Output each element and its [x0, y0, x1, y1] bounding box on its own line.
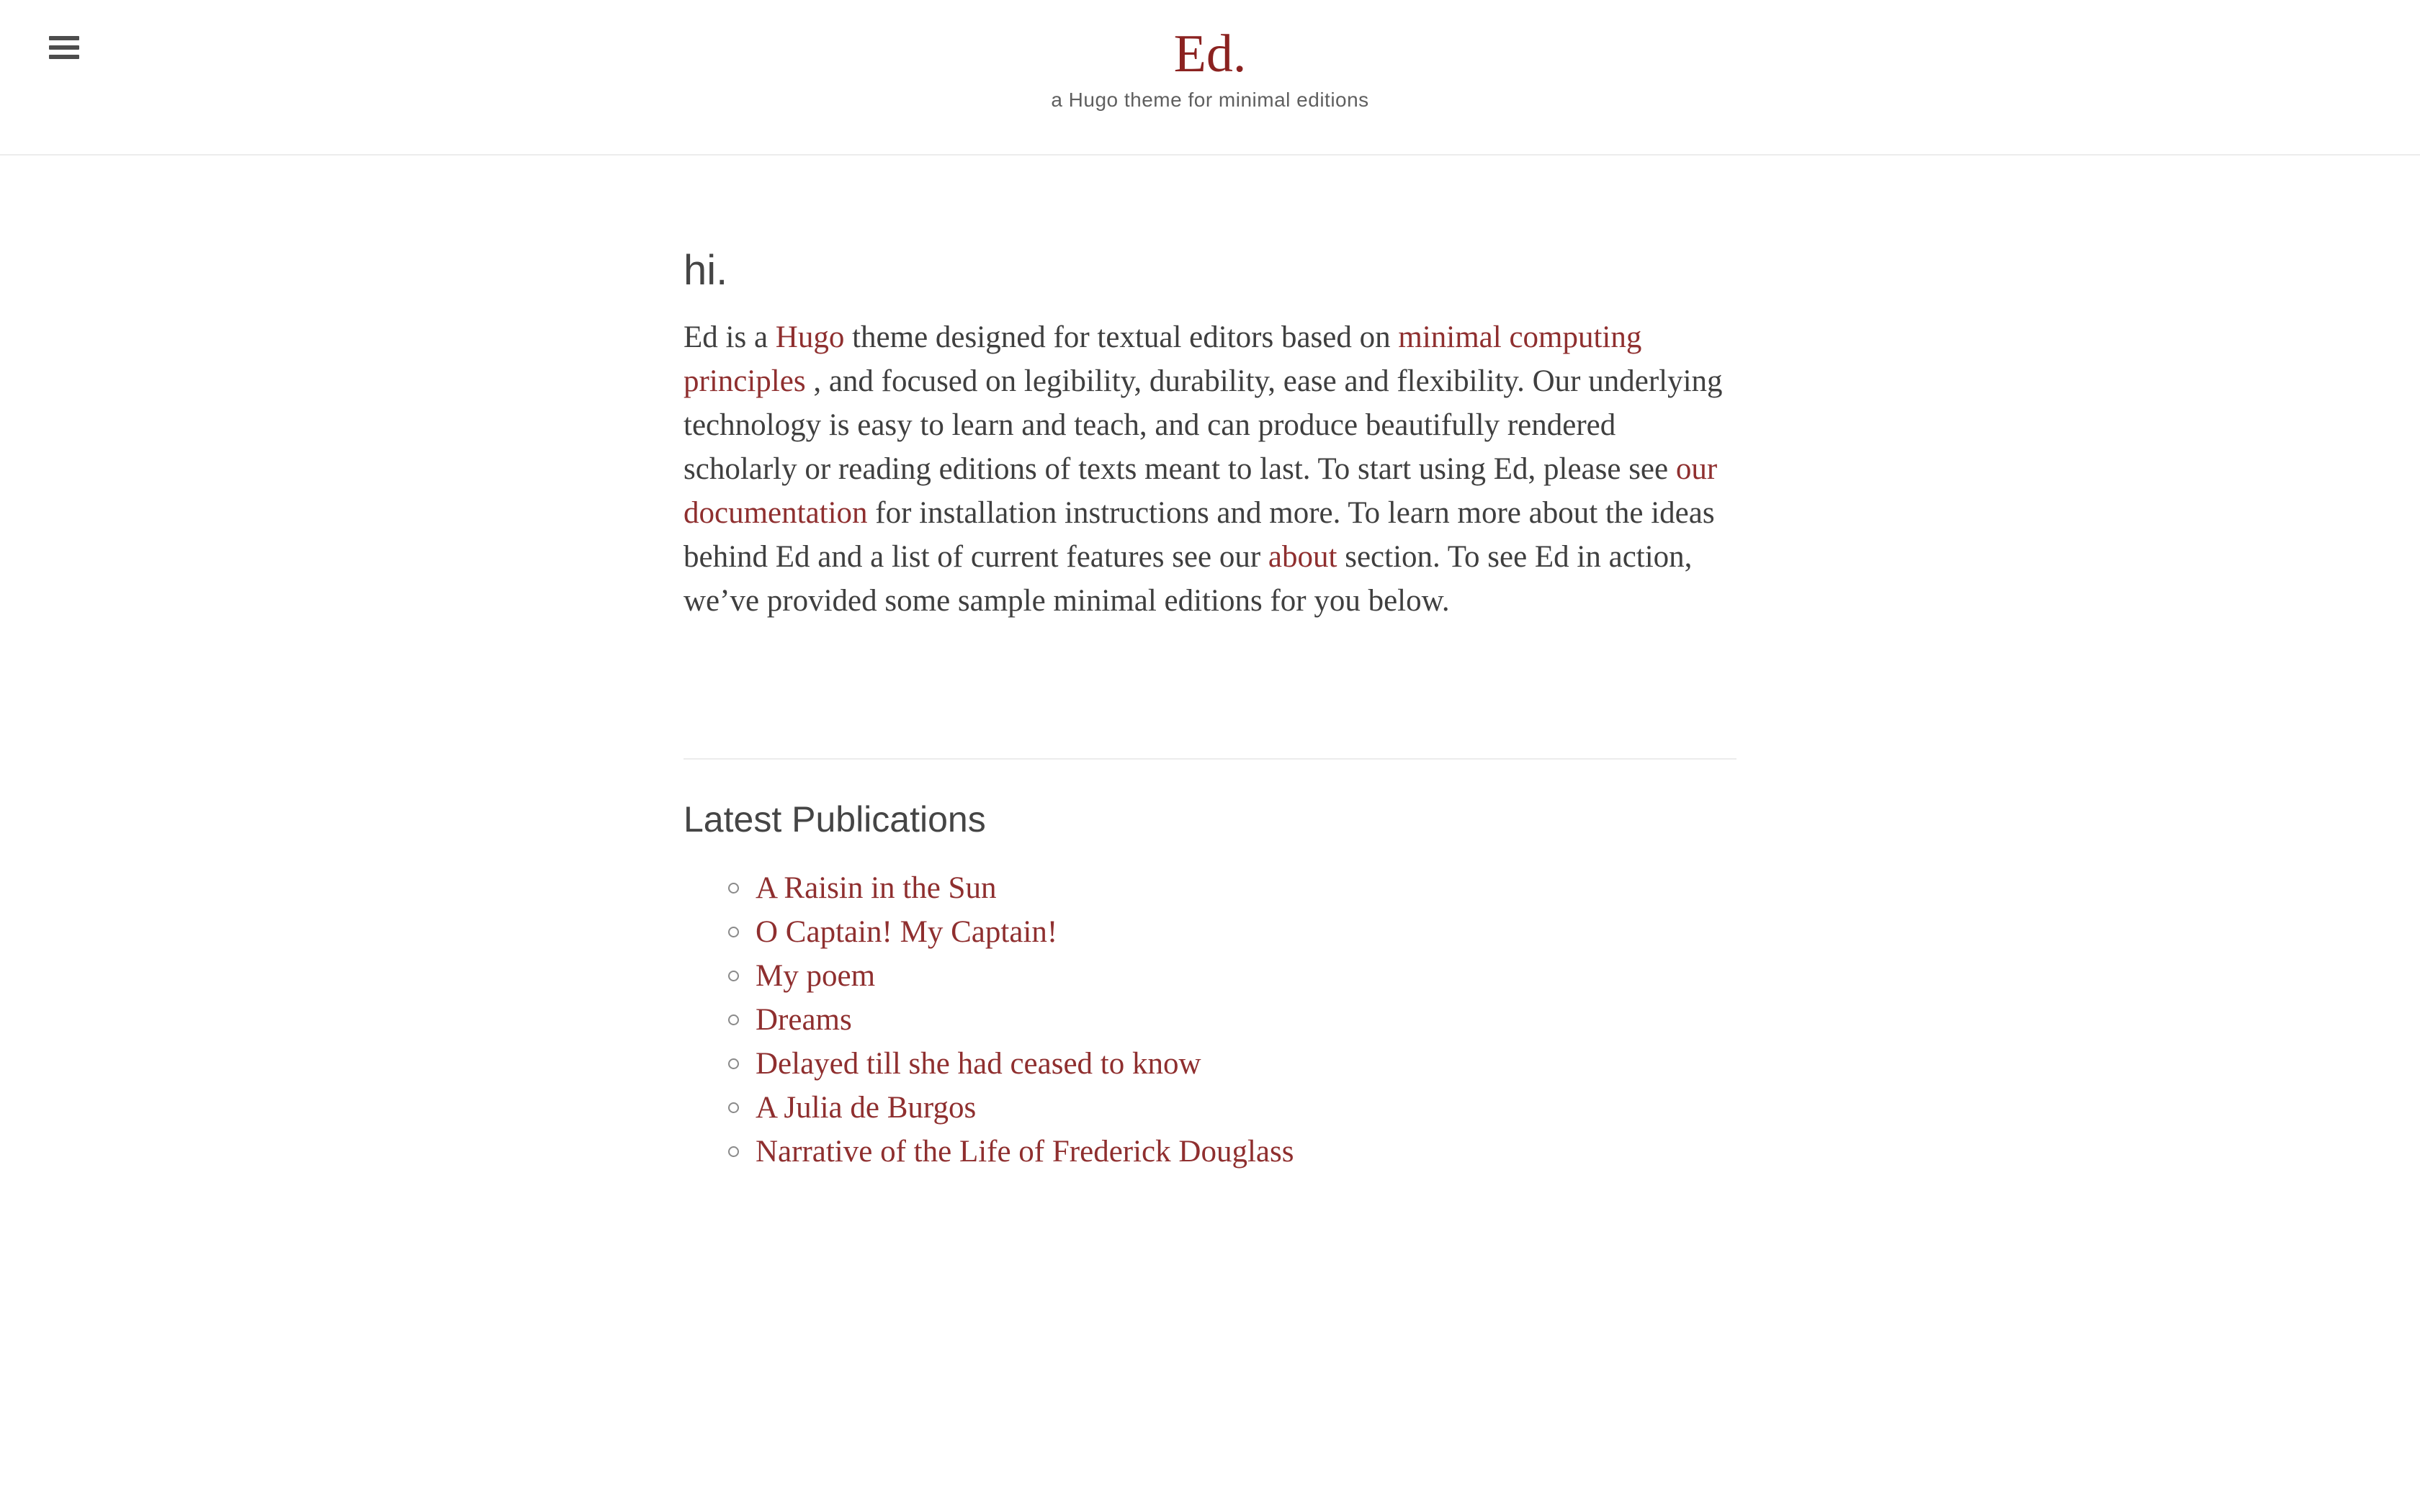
list-item — [731, 910, 1736, 954]
publication-link[interactable]: A Julia de Burgos — [756, 1091, 977, 1125]
intro-text: , and focused on legibility, durability, ease and flexibility. Our underlying technology is easy to learn and teach, and can produce beautifully rendered scholarly or reading editions of texts meant to last. To start using Ed, please see — [684, 364, 1723, 486]
latest-publications-heading: Latest Publications — [684, 799, 986, 840]
intro-text: section. To see Ed in action, we’ve provided some sample minimal editions for you below. — [684, 540, 1693, 618]
page-title: hi. — [684, 247, 728, 294]
list-item — [731, 1042, 1736, 1086]
list-item — [731, 1130, 1736, 1174]
intro-text: for installation instructions and more. To learn more about the ideas behind Ed and a list of current features see our — [684, 496, 1715, 574]
main-content — [684, 248, 1736, 1174]
publication-link[interactable]: O Captain! My Captain! — [756, 915, 1058, 949]
publication-link[interactable]: Dreams — [756, 1003, 852, 1037]
publication-link[interactable]: Delayed till she had ceased to know — [756, 1047, 1201, 1081]
publication-link[interactable]: My poem — [756, 959, 876, 993]
hamburger-bar — [49, 36, 79, 40]
publications-list — [684, 866, 1736, 1174]
section-divider — [684, 758, 1736, 760]
menu-button[interactable] — [49, 36, 79, 59]
hamburger-bar — [49, 45, 79, 50]
intro-text: theme designed for textual editors based on — [844, 320, 1399, 354]
documentation-link[interactable]: our documentation — [684, 452, 1718, 530]
hamburger-bar — [49, 55, 79, 59]
hamburger-icon — [49, 36, 79, 59]
about-link[interactable]: about — [1268, 540, 1337, 574]
minimal-computing-principles-link[interactable]: minimal computing principles — [684, 320, 1642, 398]
list-item — [731, 866, 1736, 910]
list-item — [731, 1086, 1736, 1130]
site-header — [0, 0, 2420, 156]
publication-link[interactable]: A Raisin in the Sun — [756, 871, 997, 905]
intro-paragraph — [684, 315, 1736, 623]
list-item — [731, 998, 1736, 1042]
intro-text: Ed is a — [684, 320, 776, 354]
site-title[interactable]: Ed. — [1173, 24, 1247, 84]
site-subtitle: a Hugo theme for minimal editions — [1051, 89, 1369, 111]
hugo-link[interactable]: Hugo — [775, 320, 845, 354]
publication-link[interactable]: Narrative of the Life of Frederick Douglass — [756, 1135, 1294, 1169]
list-item — [731, 954, 1736, 998]
